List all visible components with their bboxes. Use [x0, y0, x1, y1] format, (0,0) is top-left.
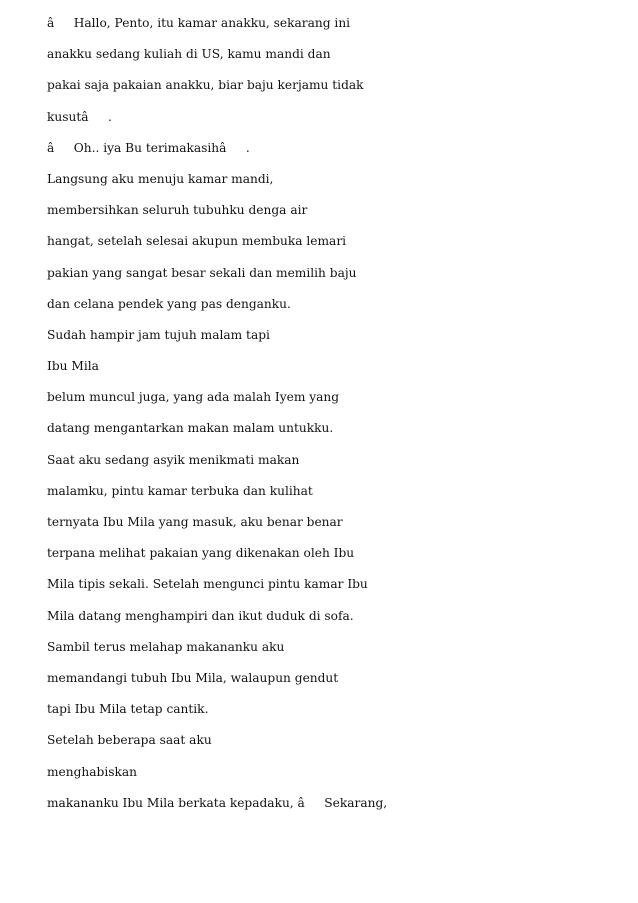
text-line: Mila tipis sekali. Setelah mengunci pintu kamar Ibu — [47, 577, 368, 592]
text-line: memandangi tubuh Ibu Mila, walaupun gendut — [47, 670, 339, 685]
text-line: Ibu Mila — [47, 359, 99, 374]
text-line: Sambil terus melahap makananku aku — [47, 639, 285, 654]
text-line: membersihkan seluruh tubuhku denga air — [47, 203, 308, 218]
text-line: datang mengantarkan makan malam untukku. — [47, 421, 334, 436]
text-line: hangat, setelah selesai akupun membuka lemari — [47, 234, 347, 249]
text-line: âHallo, Pento, itu kamar anakku, sekarang ini — [47, 16, 351, 30]
text-line: belum muncul juga, yang ada malah Iyem yang — [47, 390, 340, 405]
text-line: Setelah beberapa saat aku — [47, 733, 212, 748]
text-line: Sudah hampir jam tujuh malam tapi — [47, 327, 270, 342]
document-page — [47, 16, 607, 827]
text-line: pakian yang sangat besar sekali dan memilih baju — [47, 265, 357, 280]
text-line: Langsung aku menuju kamar mandi, — [47, 171, 274, 186]
text-line: ternyata Ibu Mila yang masuk, aku benar benar — [47, 515, 343, 529]
text-line: makananku Ibu Mila berkata kepadaku, âSekarang, — [47, 795, 388, 810]
text-line: kusutâ. — [47, 109, 112, 124]
text-line: tapi Ibu Mila tetap cantik. — [47, 702, 209, 717]
text-line: Mila datang menghampiri dan ikut duduk di sofa. — [47, 608, 354, 623]
text-line: dan celana pendek yang pas denganku. — [47, 296, 291, 311]
text-line: Saat aku sedang asyik menikmati makan — [47, 452, 300, 467]
text-line: menghabiskan — [47, 764, 137, 779]
text-line: anakku sedang kuliah di US, kamu mandi dan — [47, 47, 331, 62]
text-line: malamku, pintu kamar terbuka dan kulihat — [47, 483, 313, 498]
text-line: pakai saja pakaian anakku, biar baju kerjamu tidak — [47, 78, 364, 93]
text-line: terpana melihat pakaian yang dikenakan oleh Ibu — [47, 546, 355, 561]
text-line: âOh.. iya Bu terimakasihâ. — [47, 140, 250, 155]
